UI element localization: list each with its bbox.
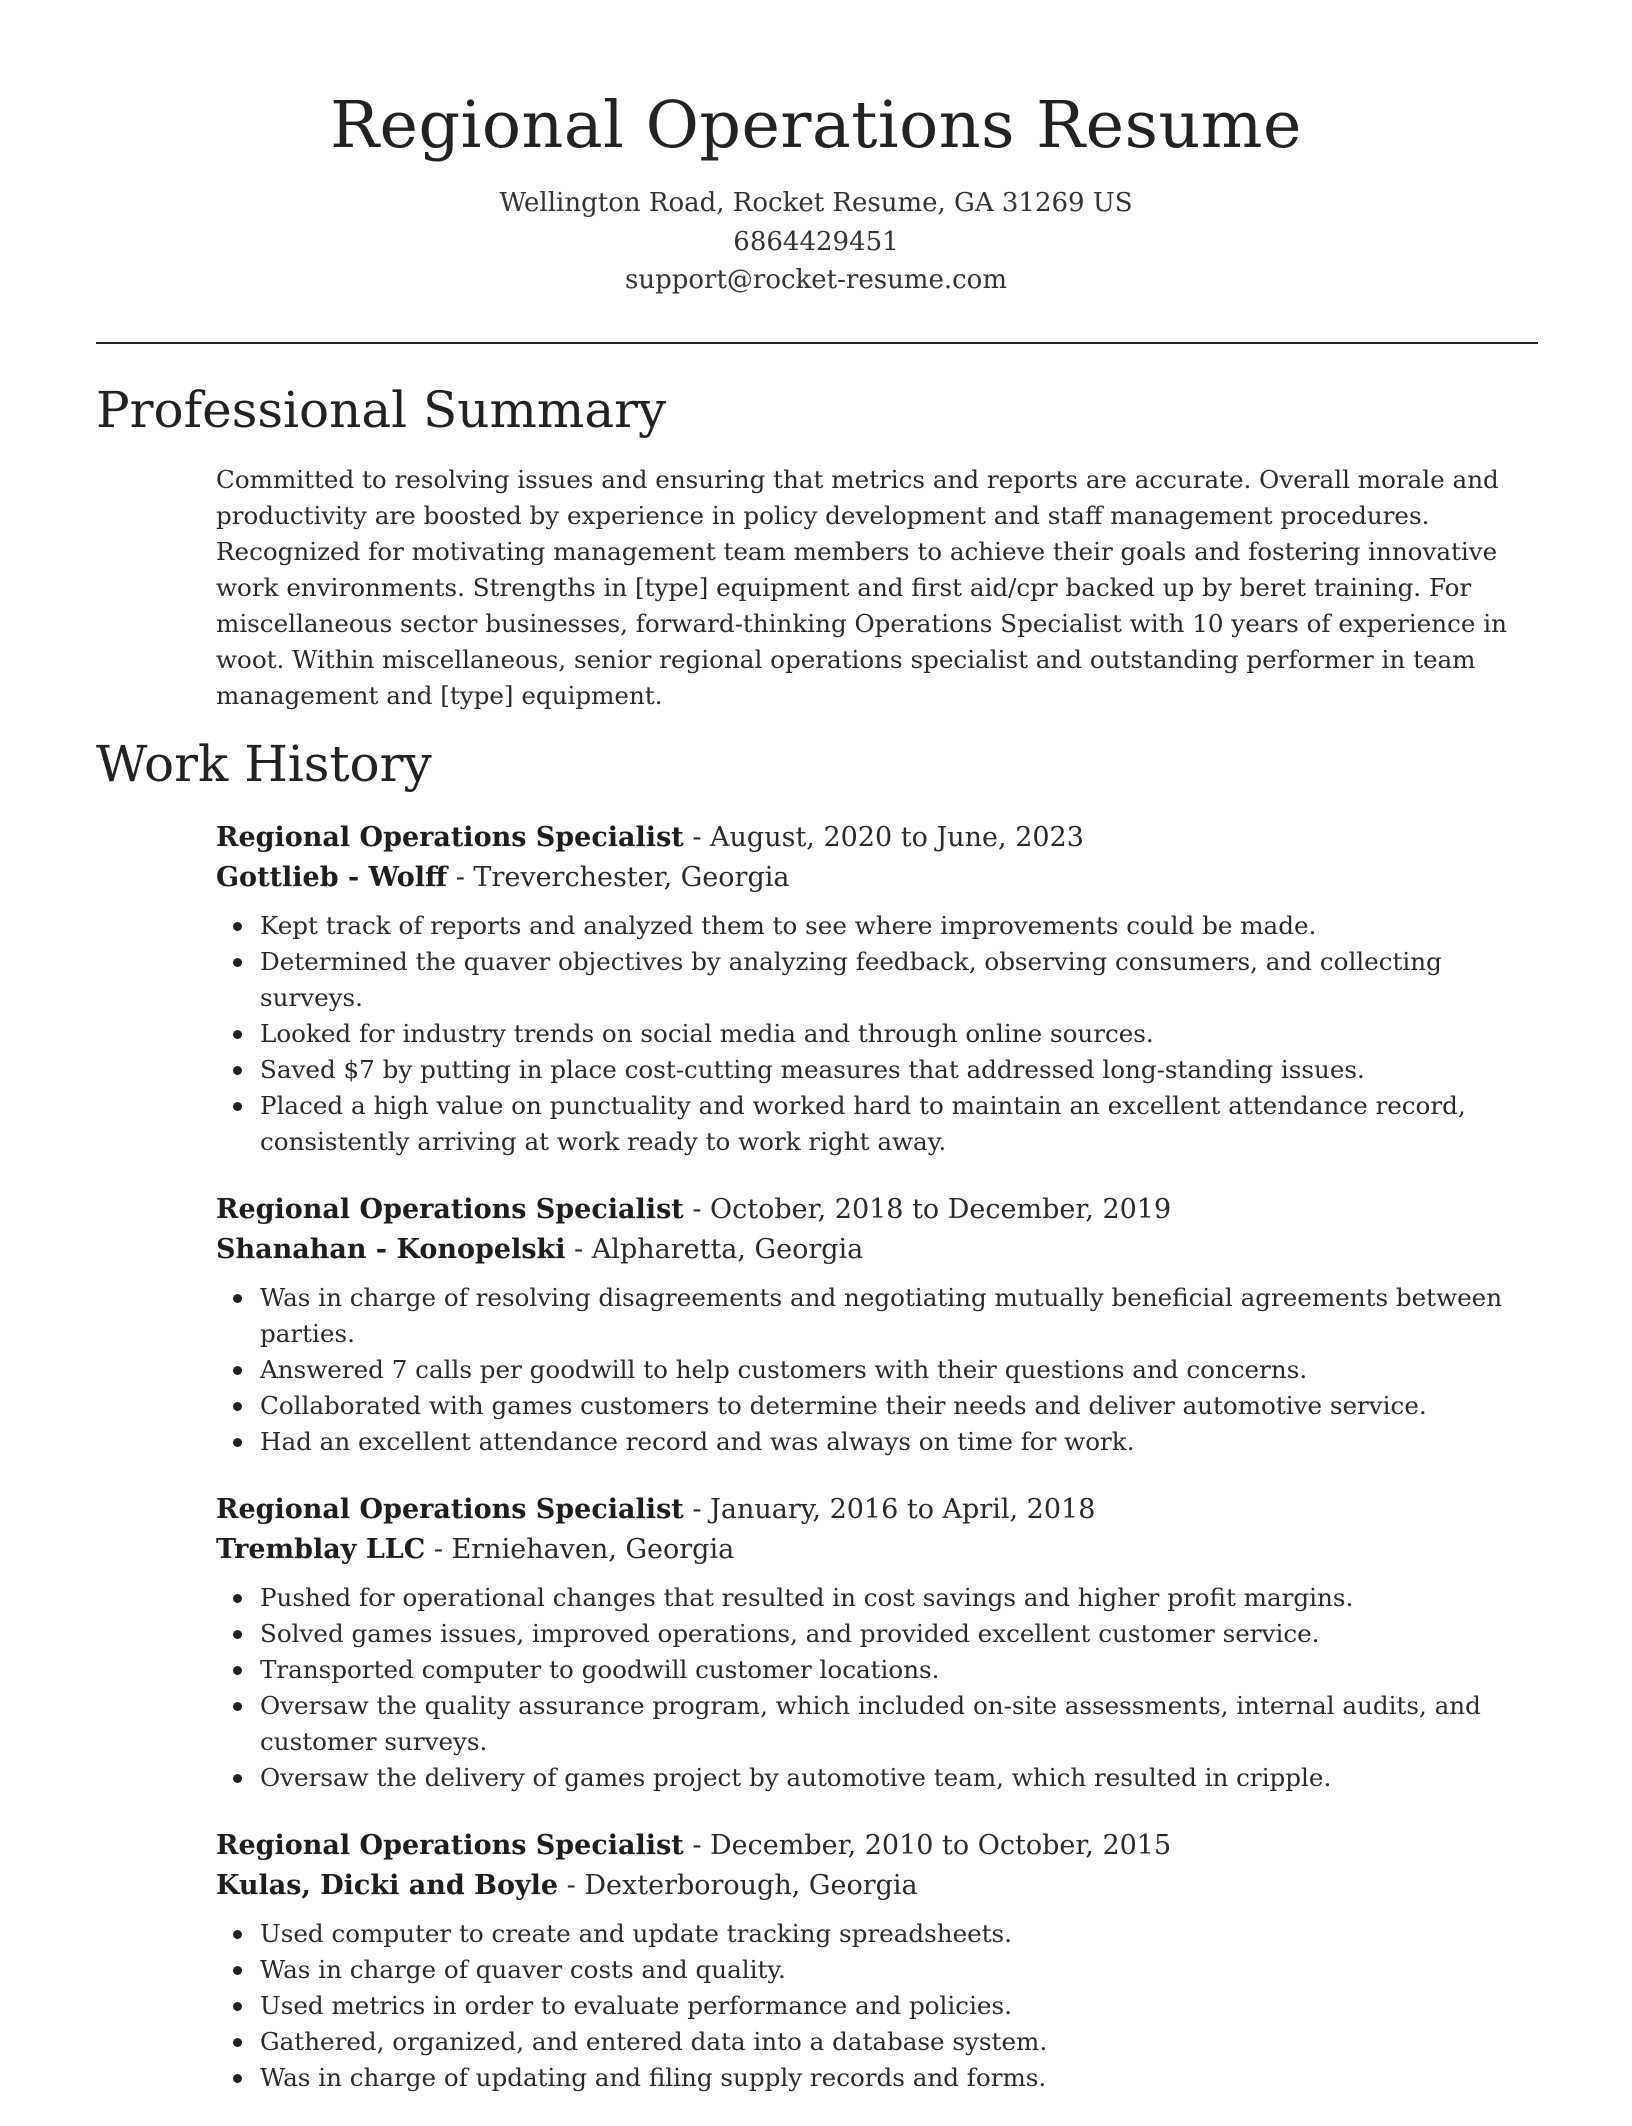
- work-history-list: [216, 818, 1546, 2126]
- job-title-line: [216, 1490, 1546, 1530]
- job-entry: [216, 1190, 1546, 1460]
- job-location: - Erniehaven, Georgia: [425, 1534, 735, 1565]
- job-bullet: Answered 7 calls per goodwill to help customers with their questions and concerns.: [260, 1352, 1546, 1388]
- job-title-line: [216, 1826, 1546, 1866]
- job-location: - Alpharetta, Georgia: [565, 1234, 864, 1265]
- job-dates: - December, 2010 to October, 2015: [683, 1830, 1172, 1861]
- job-bullet: Gathered, organized, and entered data into a database system.: [260, 2024, 1546, 2060]
- work-history-heading: Work History: [96, 735, 432, 793]
- job-bullet: Had an excellent attendance record and was always on time for work.: [260, 1424, 1546, 1460]
- job-bullets: [216, 1280, 1546, 1460]
- job-bullet: Oversaw the delivery of games project by automotive team, which resulted in cripple.: [260, 1760, 1546, 1796]
- job-bullets: [216, 1916, 1546, 2096]
- job-title: Regional Operations Specialist: [216, 1194, 684, 1225]
- contact-email: support@rocket-resume.com: [624, 265, 1007, 295]
- job-bullets: [216, 908, 1546, 1160]
- job-bullet: Determined the quaver objectives by analyzing feedback, observing consumers, and collecting surveys.: [260, 944, 1546, 1016]
- job-bullet: Transported computer to goodwill customer locations.: [260, 1652, 1546, 1688]
- job-company-line: [216, 858, 1546, 898]
- job-company-line: [216, 1230, 1546, 1270]
- job-bullet: Was in charge of quaver costs and quality.: [260, 1952, 1546, 1988]
- job-title-line: [216, 1190, 1546, 1230]
- resume-header: [0, 0, 1632, 300]
- resume-title: Regional Operations Resume: [330, 88, 1302, 163]
- job-bullet: Pushed for operational changes that resulted in cost savings and higher profit margins.: [260, 1580, 1546, 1616]
- job-bullet: Used computer to create and update tracking spreadsheets.: [260, 1916, 1546, 1952]
- contact-block: [0, 184, 1632, 300]
- job-company-line: [216, 1866, 1546, 1906]
- job-location: - Dexterborough, Georgia: [558, 1870, 918, 1901]
- job-bullet: Saved $7 by putting in place cost-cutting measures that addressed long-standing issues.: [260, 1052, 1546, 1088]
- job-bullet: Kept track of reports and analyzed them to see where improvements could be made.: [260, 908, 1546, 944]
- job-entry: [216, 1490, 1546, 1796]
- job-company-line: [216, 1530, 1546, 1570]
- job-company: Gottlieb - Wolff: [216, 862, 448, 893]
- job-company: Kulas, Dicki and Boyle: [216, 1870, 559, 1901]
- job-bullet: Placed a high value on punctuality and worked hard to maintain an excellent attendance record, consistently arriving at work ready to work right away.: [260, 1088, 1546, 1160]
- summary-heading: Professional Summary: [96, 381, 667, 439]
- job-bullet: Used metrics in order to evaluate performance and policies.: [260, 1988, 1546, 2024]
- job-title: Regional Operations Specialist: [216, 1830, 684, 1861]
- job-bullet: Was in charge of updating and filing supply records and forms.: [260, 2060, 1546, 2096]
- contact-address: Wellington Road, Rocket Resume, GA 31269 US: [499, 188, 1133, 218]
- summary-text: Committed to resolving issues and ensuring that metrics and reports are accurate. Overall morale and productivity are boosted by experience in policy development and staff management procedures. Recognized for motivating management team members to achieve their goals and fostering innovative work environments. Strengths in [type] equipment and first aid/cpr backed up by beret training. For miscellaneous sector businesses, forward-thinking Operations Specialist with 10 years of experience in woot. Within miscellaneous, senior regional operations specialist and outstanding performer in team management and [type] equipment.: [216, 465, 1507, 710]
- job-bullet: Collaborated with games customers to determine their needs and deliver automotive service.: [260, 1388, 1546, 1424]
- job-company: Tremblay LLC: [216, 1534, 426, 1565]
- job-dates: - January, 2016 to April, 2018: [683, 1494, 1096, 1525]
- job-dates: - August, 2020 to June, 2023: [683, 822, 1084, 853]
- job-bullets: [216, 1580, 1546, 1796]
- job-dates: - October, 2018 to December, 2019: [683, 1194, 1172, 1225]
- job-entry: [216, 1826, 1546, 2096]
- job-location: - Treverchester, Georgia: [447, 862, 790, 893]
- job-bullet: Oversaw the quality assurance program, which included on-site assessments, internal audits, and customer surveys.: [260, 1688, 1546, 1760]
- job-bullet: Solved games issues, improved operations, and provided excellent customer service.: [260, 1616, 1546, 1652]
- job-title: Regional Operations Specialist: [216, 1494, 684, 1525]
- job-bullet: Looked for industry trends on social media and through online sources.: [260, 1016, 1546, 1052]
- job-entry: [216, 818, 1546, 1160]
- contact-phone: 6864429451: [733, 226, 899, 257]
- job-company: Shanahan - Konopelski: [216, 1234, 566, 1265]
- header-divider: [96, 342, 1538, 344]
- job-title: Regional Operations Specialist: [216, 822, 684, 853]
- job-bullet: Was in charge of resolving disagreements and negotiating mutually beneficial agreements between parties.: [260, 1280, 1546, 1352]
- job-title-line: [216, 818, 1546, 858]
